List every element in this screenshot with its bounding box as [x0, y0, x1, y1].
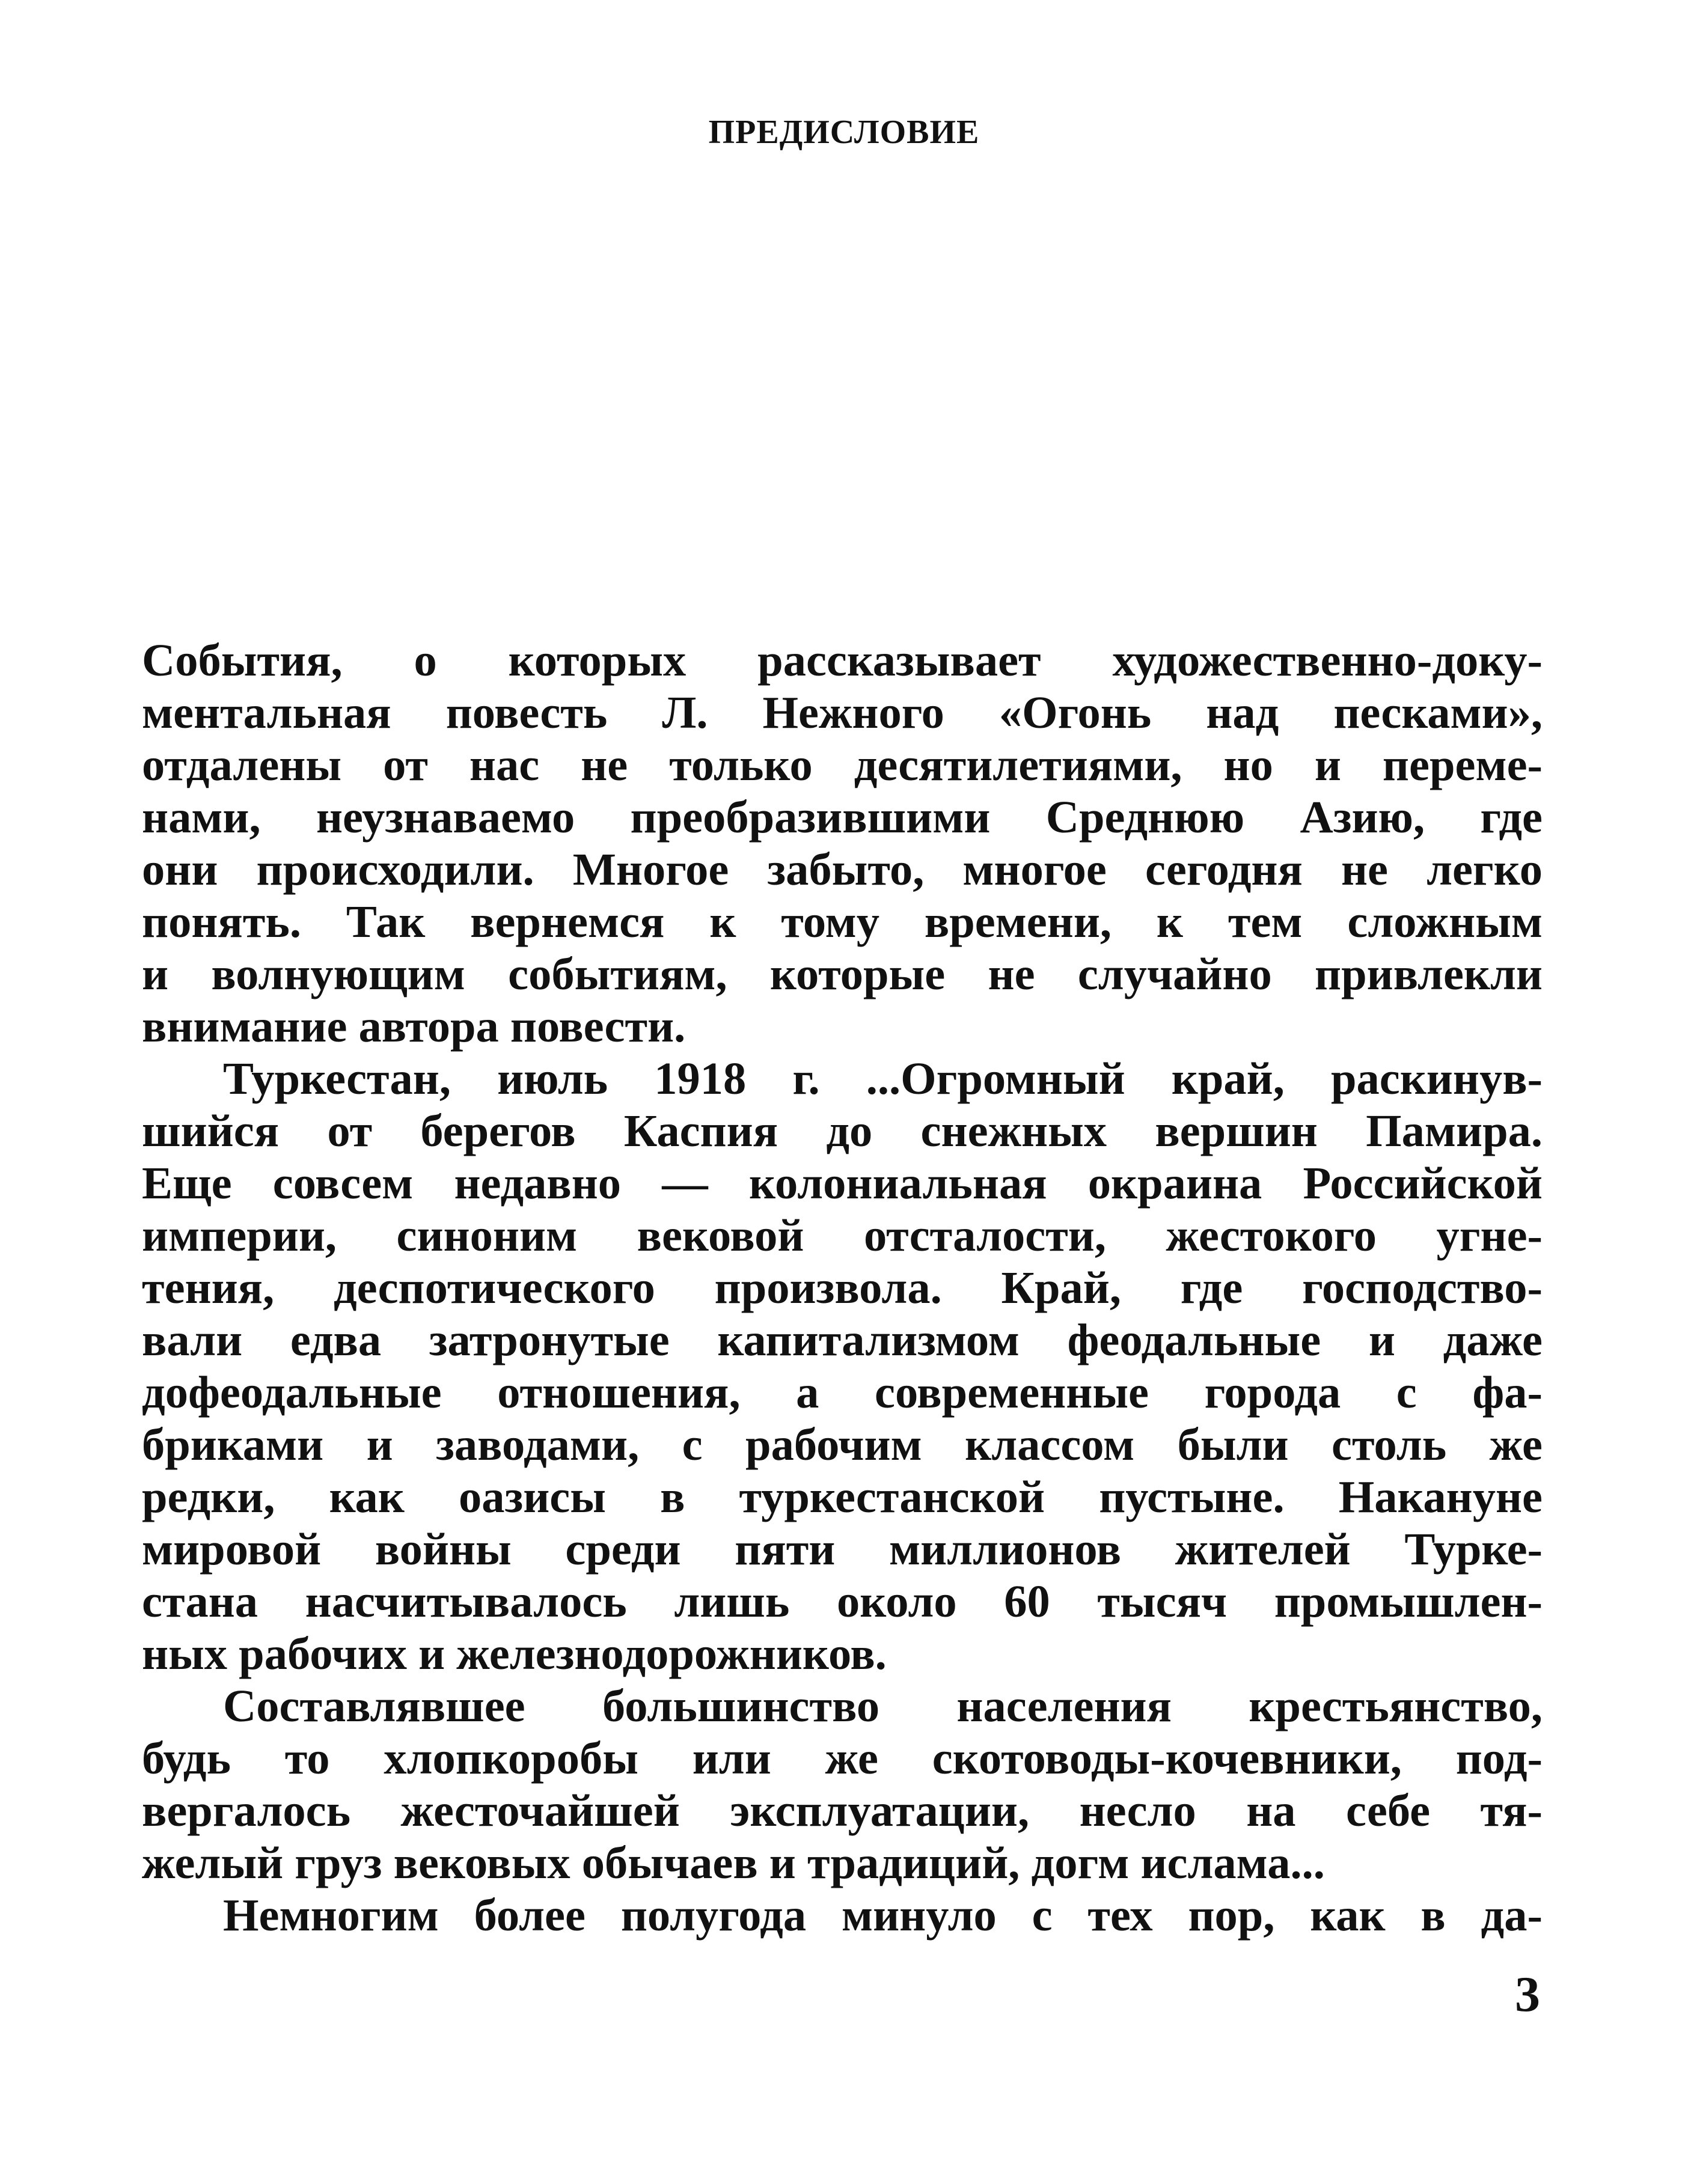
text-line: Немногим более полугода минуло с тех пор, как в да- — [223, 1890, 1543, 1941]
text-line: тения, деспотического произвола. Край, где господство- — [142, 1262, 1543, 1313]
page-title: ПРЕДИСЛОВИЕ — [708, 114, 980, 151]
paragraph — [142, 1052, 1543, 1680]
text-line: дофеодальные отношения, а современные города с фа- — [142, 1367, 1543, 1418]
text-line: ментальная повесть Л. Нежного «Огонь над песками», — [142, 687, 1543, 738]
paragraph — [142, 1680, 1543, 1889]
paragraph — [142, 1889, 1543, 1941]
text-line: бриками и заводами, с рабочим классом были столь же — [142, 1419, 1543, 1470]
text-line: ных рабочих и железнодорожников. — [142, 1628, 887, 1679]
paragraph — [142, 634, 1543, 1052]
text-line: шийся от берегов Каспия до снежных вершин Памира. — [142, 1105, 1543, 1156]
text-line: вали едва затронутые капитализмом феодальные и даже — [142, 1314, 1543, 1365]
text-line: отдалены от нас не только десятилетиями, но и переме- — [142, 739, 1543, 790]
text-line: Составлявшее большинство населения крестьянство, — [223, 1680, 1543, 1731]
text-line: и волнующим событиям, которые не случайно привлекли — [142, 948, 1543, 999]
text-line: вергалось жесточайшей эксплуатации, несло на себе тя- — [142, 1785, 1543, 1836]
page-number: 3 — [1515, 1966, 1540, 2022]
text-line: империи, синоним вековой отсталости, жестокого угне- — [142, 1210, 1543, 1261]
text-line: стана насчитывалось лишь около 60 тысяч промышлен- — [142, 1576, 1543, 1627]
text-line: редки, как оазисы в туркестанской пустыне. Накануне — [142, 1471, 1543, 1522]
text-line: будь то хлопкоробы или же скотоводы-кочевники, под- — [142, 1733, 1543, 1784]
text-line: желый груз вековых обычаев и традиций, догм ислама... — [142, 1837, 1325, 1888]
text-line: Еще совсем недавно — колониальная окраина Российской — [142, 1158, 1543, 1209]
text-line: мировой войны среди пяти миллионов жителей Турке- — [142, 1524, 1543, 1575]
text-line: внимание автора повести. — [142, 1001, 686, 1052]
text-line: они происходили. Многое забыто, многое сегодня не легко — [142, 844, 1543, 895]
body-text — [142, 634, 1543, 1941]
text-line: нами, неузнаваемо преобразившими Среднюю Азию, где — [142, 792, 1543, 843]
text-line: Туркестан, июль 1918 г. ...Огромный край, раскинув- — [223, 1053, 1543, 1104]
text-line: понять. Так вернемся к тому времени, к тем сложным — [142, 896, 1543, 947]
text-line: События, о которых рассказывает художественно-доку- — [142, 635, 1543, 686]
